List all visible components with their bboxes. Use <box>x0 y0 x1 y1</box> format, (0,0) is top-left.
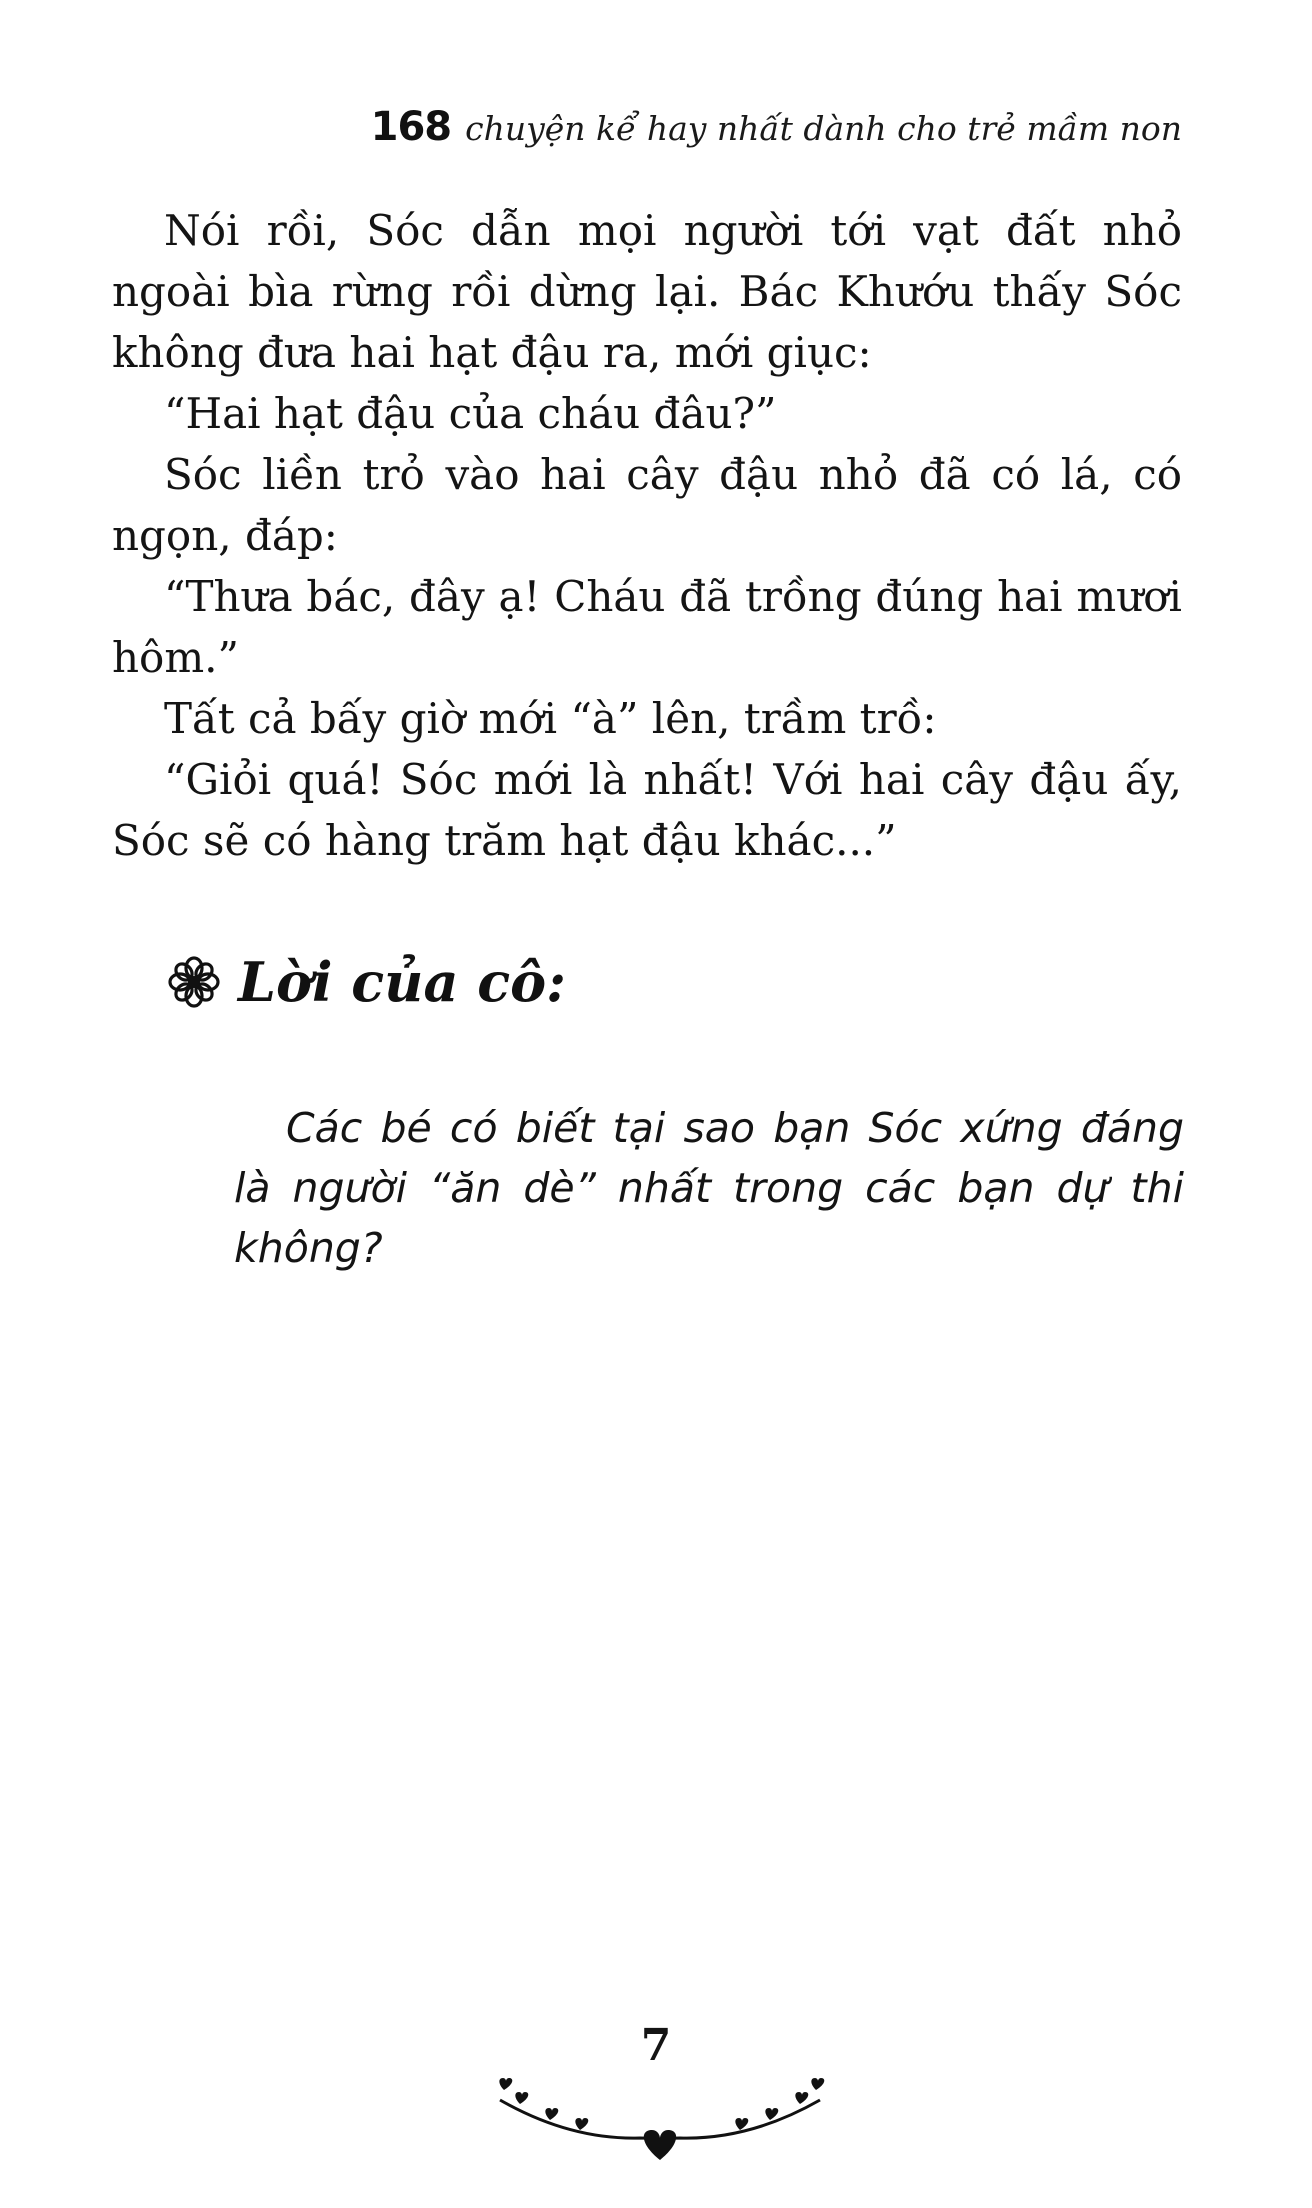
running-head <box>371 104 1182 150</box>
page-footer <box>0 2020 1312 2170</box>
series-title: chuyện kể hay nhất dành cho trẻ mầm non <box>465 109 1182 148</box>
section-title: Lời của cô: <box>238 950 567 1014</box>
flower-icon <box>168 956 220 1008</box>
paragraph: “Giỏi quá! Sóc mới là nhất! Với hai cây đậu ấy, Sóc sẽ có hàng trăm hạt đậu khác...” <box>112 755 1182 865</box>
paragraph: Sóc liền trỏ vào hai cây đậu nhỏ đã có lá, có ngọn, đáp: <box>112 450 1182 560</box>
page-number: 7 <box>640 2020 672 2071</box>
section-heading <box>168 950 566 1014</box>
story-body <box>112 200 1182 871</box>
heart-vine-ornament-icon <box>480 2060 840 2170</box>
paragraph: “Hai hạt đậu của cháu đâu?” <box>164 389 777 438</box>
paragraph: “Thưa bác, đây ạ! Cháu đã trồng đúng hai mươi hôm.” <box>112 572 1182 682</box>
teacher-question: Các bé có biết tại sao bạn Sóc xứng đáng là người “ăn dè” nhất trong các bạn dự thi không? <box>234 1104 1184 1272</box>
paragraph: Tất cả bấy giờ mới “à” lên, trầm trồ: <box>164 694 937 743</box>
series-number: 168 <box>370 104 452 150</box>
paragraph: Nói rồi, Sóc dẫn mọi người tới vạt đất nhỏ ngoài bìa rừng rồi dừng lại. Bác Khướu thấy Sóc không đưa hai hạt đậu ra, mới giục: <box>112 206 1182 377</box>
